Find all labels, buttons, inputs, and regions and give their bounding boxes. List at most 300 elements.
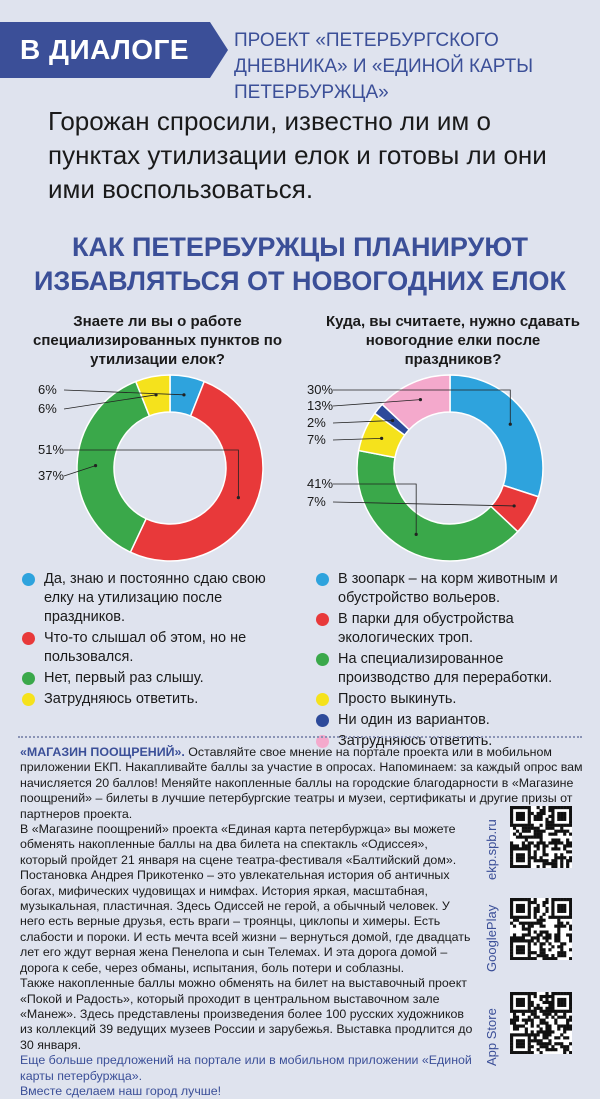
qr-module [522,856,525,859]
qr-module [522,1033,525,1036]
qr-module [531,992,534,995]
qr-module [560,806,563,809]
qr-module [522,827,525,830]
qr-module [528,847,531,850]
qr-module [551,916,554,919]
qr-module [519,859,522,862]
qr-module [551,1030,554,1033]
qr-module [528,930,531,933]
qr-module [525,922,528,925]
qr-module [557,1001,560,1004]
qr-module [545,933,548,936]
qr-module [510,1004,513,1007]
qr-module [560,1024,563,1027]
qr-module [563,925,566,928]
qr-module [531,1010,534,1013]
qr-module [528,844,531,847]
qr-module [519,992,522,995]
qr-module [537,919,540,922]
qr-module [569,1027,572,1030]
qr-module [516,936,519,939]
qr-module [551,827,554,830]
qr-module [534,1013,537,1016]
qr-module [563,815,566,818]
qr-module [542,936,545,939]
qr-module [545,862,548,865]
qr-module [510,992,513,995]
qr-module [510,862,513,865]
qr-module [522,1024,525,1027]
qr-module [528,853,531,856]
qr-module [522,844,525,847]
qr-module [540,922,543,925]
qr-module [516,992,519,995]
qr-code-googleplay[interactable] [510,898,572,960]
qr-module [545,1030,548,1033]
section-tag [0,22,200,78]
qr-module [542,942,545,945]
qr-module [519,824,522,827]
qr-module [540,838,543,841]
qr-module [519,856,522,859]
legend-2-item [316,570,586,608]
qr-module [537,1039,540,1042]
qr-module [528,815,531,818]
qr-module [516,898,519,901]
qr-module [542,865,545,868]
qr-module [540,1051,543,1054]
qr-module [566,1027,569,1030]
qr-module [528,850,531,853]
qr-module [534,836,537,839]
qr-module [528,830,531,833]
qr-module [569,812,572,815]
donut-2-leader-dot [509,423,512,426]
qr-module [557,998,560,1001]
qr-module [528,1039,531,1042]
qr-module [548,1033,551,1036]
qr-module [516,939,519,942]
qr-module [545,898,548,901]
qr-module [554,841,557,844]
qr-module [537,910,540,913]
qr-module [519,1004,522,1007]
qr-module [528,951,531,954]
qr-module [569,933,572,936]
qr-module [522,1001,525,1004]
qr-module [557,856,560,859]
legend-2-label: В парки для обустройства экологических троп. [338,611,514,646]
qr-module [557,806,560,809]
qr-module [528,865,531,868]
qr-module [513,1010,516,1013]
qr-module [519,948,522,951]
qr-module [510,847,513,850]
qr-module [537,815,540,818]
qr-module [528,910,531,913]
qr-module [519,1051,522,1054]
qr-module [528,916,531,919]
qr-module [545,824,548,827]
qr-module [516,957,519,960]
qr-module [528,1016,531,1019]
qr-module [557,910,560,913]
qr-module [522,945,525,948]
qr-module [522,910,525,913]
qr-module [525,992,528,995]
legend-2 [316,570,586,753]
qr-module [563,1013,566,1016]
qr-module [525,933,528,936]
qr-module [525,838,528,841]
qr-module [537,818,540,821]
qr-module [563,916,566,919]
qr-module [551,1007,554,1010]
qr-module [531,856,534,859]
qr-module [537,1004,540,1007]
qr-module [563,1030,566,1033]
donut-2-slice [450,375,543,497]
qr-module [542,859,545,862]
qr-module [566,844,569,847]
qr-module [545,910,548,913]
qr-module [569,948,572,951]
qr-module [513,925,516,928]
qr-module [516,836,519,839]
qr-module [528,998,531,1001]
qr-module [537,1033,540,1036]
qr-module [528,862,531,865]
qr-module [516,904,519,907]
qr-module [528,859,531,862]
qr-module [560,818,563,821]
qr-module [531,836,534,839]
qr-module [531,1030,534,1033]
qr-module [569,916,572,919]
site-label[interactable]: ekp.spb.ru [484,819,499,880]
qr-module [510,916,513,919]
qr-module [510,850,513,853]
qr-module [554,859,557,862]
qr-module [569,904,572,907]
qr-module [516,1027,519,1030]
qr-module [534,815,537,818]
qr-module [528,1007,531,1010]
qr-module [551,907,554,910]
qr-module [545,936,548,939]
question-1: Знаете ли вы о работе специализированных пунктов по утилизации елок? [33,313,282,368]
qr-module [525,824,528,827]
qr-module [510,995,513,998]
qr-module [516,818,519,821]
qr-module [510,815,513,818]
qr-module [540,998,543,1001]
qr-module [560,853,563,856]
qr-module [516,1042,519,1045]
qr-module [551,910,554,913]
qr-module [569,850,572,853]
qr-module [557,945,560,948]
qr-module [560,1004,563,1007]
qr-module [569,809,572,812]
qr-module [522,1042,525,1045]
qr-module [534,922,537,925]
qr-module [566,859,569,862]
qr-module [537,841,540,844]
qr-module [557,841,560,844]
donut-1-leader-dot [237,496,240,499]
qr-module [569,1016,572,1019]
qr-module [569,1051,572,1054]
legend-1-label: Затрудняюсь ответить. [44,691,199,707]
qr-module [510,922,513,925]
qr-module [554,1048,557,1051]
legend-1-swatch [22,573,35,586]
appstore-label[interactable]: App Store [484,1008,499,1066]
qr-module [569,1019,572,1022]
qr-module [525,844,528,847]
qr-module [510,1022,513,1025]
legend-1-item [22,690,282,709]
qr-module [537,1048,540,1051]
qr-module [510,1007,513,1010]
promo-p1: Оставляйте свое мнение на портале проекта или в мобильном приложении ЕКП. Накапливайте баллы за участие в опросах. Напоминаем: за каждый опрос вам начисляется 20 баллов! Меняйте накопленные баллы на городские благодарности в «Магазине поощрений» – билеты в лучшие петербургские театры и музеи, сертификаты и другие призы от партнеров проекта. [20,745,583,821]
qr-module [569,1010,572,1013]
qr-module [560,862,563,865]
qr-module [557,925,560,928]
qr-module [522,928,525,931]
qr-module [569,928,572,931]
qr-module [560,998,563,1001]
qr-module [545,954,548,957]
qr-module [528,898,531,901]
qr-module [554,806,557,809]
qr-module [545,1016,548,1019]
qr-module [545,1027,548,1030]
qr-module [551,847,554,850]
qr-module [542,904,545,907]
qr-module [554,1013,557,1016]
qr-module [510,910,513,913]
project-title: ПРОЕКТ «ПЕТЕРБУРГСКОГО ДНЕВНИКА» И «ЕДИНОЙ КАРТЫ ПЕТЕРБУРЖЦА» [234,30,534,103]
qr-module [548,827,551,830]
qr-module [545,1007,548,1010]
qr-module [522,836,525,839]
qr-module [540,856,543,859]
qr-module [563,1010,566,1013]
qr-module [516,916,519,919]
qr-module [557,1042,560,1045]
qr-module [569,815,572,818]
donut-2-value-label: 30% [307,382,334,397]
qr-module [534,833,537,836]
qr-module [537,833,540,836]
qr-module [510,1010,513,1013]
qr-module [551,859,554,862]
qr-module [516,806,519,809]
qr-module [540,859,543,862]
qr-module [528,939,531,942]
qr-module [510,942,513,945]
qr-module [569,821,572,824]
qr-module [519,1024,522,1027]
qr-module [510,1001,513,1004]
qr-module [554,936,557,939]
qr-module [510,945,513,948]
promo-title: «МАГАЗИН ПООЩРЕНИЙ». [20,745,185,759]
qr-module [554,856,557,859]
qr-module [548,942,551,945]
qr-module [542,1013,545,1016]
donut-2-value-label: 41% [307,476,334,491]
qr-module [531,922,534,925]
qr-module [510,812,513,815]
qr-module [548,995,551,998]
qr-module [554,939,557,942]
qr-module [522,824,525,827]
qr-module [548,862,551,865]
qr-module [513,992,516,995]
qr-module [519,815,522,818]
qr-module [519,1042,522,1045]
qr-module [560,945,563,948]
qr-module [548,1024,551,1027]
qr-module [513,957,516,960]
legend-2-label: В зоопарк – на корм животным и обустройство вольеров. [338,571,558,606]
legend-2-item [316,690,586,709]
qr-module [531,1022,534,1025]
legend-2-label: Просто выкинуть. [338,691,457,707]
qr-module [542,954,545,957]
qr-module [548,1010,551,1013]
qr-module [519,998,522,1001]
qr-module [569,818,572,821]
qr-module [569,1007,572,1010]
qr-module [516,815,519,818]
qr-module [560,856,563,859]
qr-module [569,998,572,1001]
qr-module [540,951,543,954]
qr-module [566,1024,569,1027]
donut-2-value-label: 7% [307,494,326,509]
qr-module [542,1042,545,1045]
qr-module [519,1039,522,1042]
qr-module [525,957,528,960]
qr-module [563,998,566,1001]
donut-1-value-label: 6% [38,401,57,416]
qr-module [551,913,554,916]
qr-module [557,907,560,910]
qr-module [545,853,548,856]
qr-module [510,809,513,812]
qr-module [537,847,540,850]
donut-2-leader-dot [391,419,394,422]
qr-module [560,910,563,913]
qr-module [566,992,569,995]
qr-module [510,856,513,859]
qr-module [522,922,525,925]
qr-module [557,916,560,919]
qr-module [545,1001,548,1004]
qr-module [542,957,545,960]
qr-module [528,907,531,910]
qr-module [545,1013,548,1016]
promo-paragraph-2: В «Магазине поощрений» проекта «Единая карта петербуржца» вы можете обменять накопленные баллы на два билета на спектакль «Одиссея», который пройдет 21 января на сцене театра-фестиваля «Балтийский дом». Постановка Андрея Прикотенко – это увлекательная история об античных богах, мифических чудовищах и нимфах. История яркая, масштабная, музыкальная, пластичная. Здесь Одиссей не герой, а обычный человек. У него есть верные друзья, есть враги – троянцы, циклопы и химеры. Есть слабости и пороки. И есть мечта всей жизни – вернуться домой, где двадцать лет его ждут верная жена Пенелопа и сын Телемах. И эта дорога домой – дорога к себе, через обманы, испытания, боль потери и соблазны. [20,822,471,975]
qr-module [545,821,548,824]
qr-module [531,925,534,928]
qr-module [551,838,554,841]
qr-module [569,925,572,928]
qr-module [540,933,543,936]
qr-code-appstore[interactable] [510,992,572,1054]
qr-module [551,898,554,901]
qr-module [534,1016,537,1019]
qr-module [522,907,525,910]
qr-module [528,818,531,821]
qr-module [557,933,560,936]
googleplay-label[interactable]: GooglePlay [484,904,499,972]
qr-module [540,1022,543,1025]
qr-module [525,1033,528,1036]
qr-module [525,928,528,931]
qr-module [560,951,563,954]
qr-module [560,1045,563,1048]
qr-module [510,1019,513,1022]
qr-module [522,1045,525,1048]
qr-module [537,806,540,809]
qr-module [569,859,572,862]
qr-module [545,930,548,933]
qr-code-site[interactable] [510,806,572,868]
qr-module [551,1048,554,1051]
qr-module [542,841,545,844]
main-title-line1: КАК ПЕТЕРБУРЖЦЫ ПЛАНИРУЮТ [72,232,528,262]
qr-module [554,1022,557,1025]
qr-module [519,812,522,815]
qr-module [528,1010,531,1013]
qr-module [510,859,513,862]
qr-module [528,904,531,907]
qr-module [522,1004,525,1007]
qr-module [569,1001,572,1004]
promo-paragraph-1 [20,745,588,822]
qr-module [554,833,557,836]
qr-module [545,907,548,910]
qr-module [522,957,525,960]
donut-2-leader-dot [415,533,418,536]
qr-module [519,904,522,907]
qr-module [534,859,537,862]
promo-paragraph-4: Еще больше предложений на портале или в мобильном приложении «Единой карты петербуржца». [20,1053,472,1083]
qr-module [534,936,537,939]
qr-module [554,1036,557,1039]
qr-module [534,1033,537,1036]
qr-module [537,933,540,936]
qr-module [566,916,569,919]
qr-module [531,841,534,844]
qr-module [554,1010,557,1013]
qr-module [534,913,537,916]
qr-module [569,913,572,916]
qr-module [525,1051,528,1054]
qr-module [551,957,554,960]
qr-module [548,1001,551,1004]
qr-module [551,862,554,865]
qr-module [569,844,572,847]
qr-module [569,992,572,995]
legend-1-item [22,570,282,627]
qr-module [542,1030,545,1033]
